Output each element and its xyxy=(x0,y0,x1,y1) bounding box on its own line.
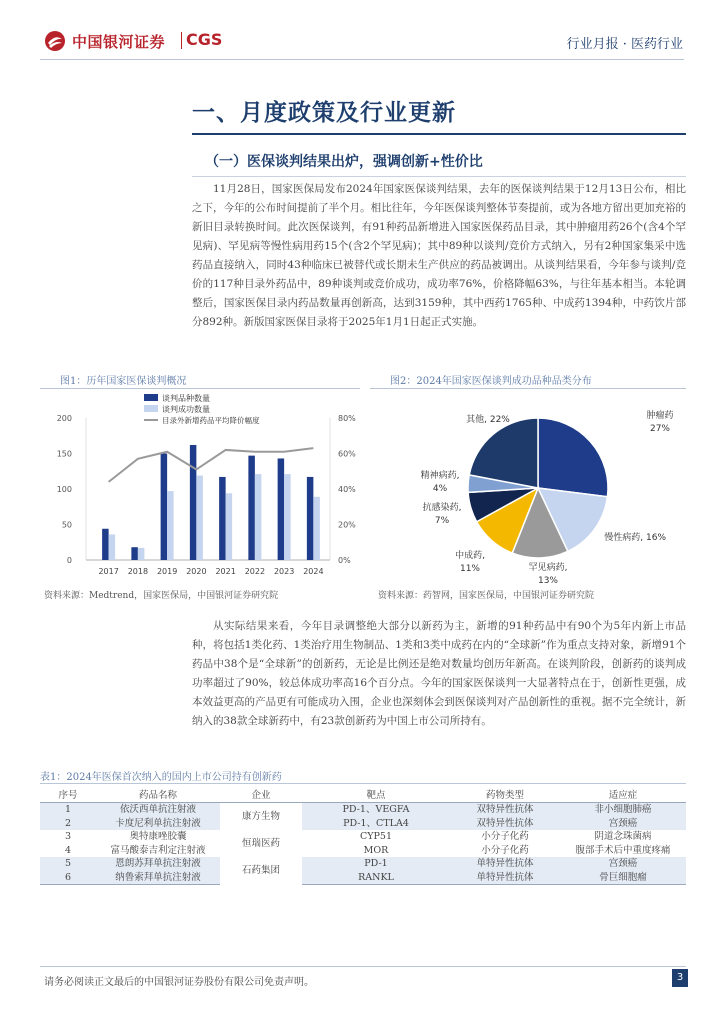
y-tick-label-left: 50 xyxy=(61,520,72,530)
bar-negotiated-2020 xyxy=(190,445,197,560)
cell-drug: 奥特康唑胶囊 xyxy=(129,831,187,842)
subsection-divider xyxy=(192,176,686,177)
table-row xyxy=(40,830,686,844)
header-divider xyxy=(40,59,684,60)
bar-successful-2019 xyxy=(167,491,174,560)
pie-label-value: 11% xyxy=(459,564,481,574)
cell-drug: 富马酸泰吉利定注射液 xyxy=(110,844,206,856)
legend-label-successful: 谈判成功数量 xyxy=(162,405,210,414)
cell-indication: 宫颈癌 xyxy=(560,857,686,871)
y-tick-label-right: 60% xyxy=(338,449,356,459)
cell-type: 双特异性抗体 xyxy=(450,817,560,831)
x-tick-label: 2017 xyxy=(98,567,119,576)
cell-indication: 腹部手术后中重度疼痛 xyxy=(575,844,671,856)
table-row xyxy=(40,844,686,858)
bar-negotiated-2024 xyxy=(307,477,314,560)
section-title: 一、月度政策及行业更新 xyxy=(192,99,456,126)
legend-swatch-negotiated xyxy=(144,394,158,401)
bar-successful-2018 xyxy=(138,548,145,560)
legend-swatch-successful xyxy=(144,405,158,412)
cell-indication: 阴道念珠菌病 xyxy=(594,831,652,842)
cell-index: 2 xyxy=(40,817,96,831)
cell-company: 恒瑞医药 xyxy=(241,837,280,849)
bar-successful-2024 xyxy=(313,497,320,560)
paragraph-1 xyxy=(192,180,686,332)
pie-slice-1 xyxy=(538,418,608,497)
cell-target: CYP51 xyxy=(359,831,393,842)
pie-label-value: 4% xyxy=(432,484,448,494)
cell-target: PD-1 xyxy=(302,857,450,871)
bar-negotiated-2019 xyxy=(161,454,168,561)
cell-type: 双特异性抗体 xyxy=(450,803,560,817)
pie-label: 中成药, xyxy=(455,551,485,561)
pie-label-value: 13% xyxy=(537,576,559,586)
x-tick-label: 2022 xyxy=(244,567,266,576)
cell-indication: 骨巨细胞瘤 xyxy=(560,871,686,885)
cell-type: 小分子化药 xyxy=(481,844,529,856)
cell-company: 石药集团 xyxy=(220,857,302,885)
pie-chart xyxy=(370,392,686,586)
cell-drug: 卡度尼利单抗注射液 xyxy=(96,817,220,831)
x-tick-label: 2024 xyxy=(303,567,324,576)
logo-text: 中国银河证券 xyxy=(72,33,166,51)
pie-label: 其他, 22% xyxy=(466,415,510,425)
pie-label: 罕见病药, xyxy=(528,563,568,573)
pie-slice-7 xyxy=(469,418,538,488)
figure-2-caption: 图2：2024年国家医保谈判成功品种品类分布 xyxy=(370,372,686,389)
pie-label: 抗感染药, xyxy=(422,503,462,513)
y-tick-label-right: 80% xyxy=(338,414,356,423)
legend-label-negotiated: 谈判品种数量 xyxy=(162,394,210,403)
bar-successful-2017 xyxy=(109,534,116,560)
cell-indication: 宫颈癌 xyxy=(560,817,686,831)
pie-label-value: 27% xyxy=(649,424,671,434)
section-title-underline xyxy=(192,133,686,135)
cell-target: PD-1、CTLA4 xyxy=(302,817,450,831)
table-row xyxy=(40,817,686,831)
cell-drug: 恩朗苏拜单抗注射液 xyxy=(96,857,220,871)
cell-company: 康方生物 xyxy=(220,803,302,831)
col-header-target: 靶点 xyxy=(302,786,450,803)
paragraph-2-text: 从实际结果来看，今年目录调整绝大部分以新药为主，新增的91种药品中有90个为5年内新上市品种，将包括1类化药、1类治疗用生物制品、1类和3类中成药在内的“全球新”作为重点支持对象，新增91个药品中38个是“全球新”的创新药，无论是比例还是绝对数量均创历年新高。在谈判阶段，创新药的谈判成功率超过了90%，较总体成功率高16个百分点。今年的国家医保谈判一大显著特点在于，创新性更强，成本效益更高的产品更有可能成功入围，企业也深刻体会到医保谈判对产品创新性的重视。据不完全统计，新纳入的38款全球新药中，有23款创新药为中国上市公司所持有。 xyxy=(192,620,686,727)
y-tick-label-left: 150 xyxy=(56,449,72,459)
bar-successful-2022 xyxy=(255,474,262,560)
cell-index: 3 xyxy=(64,831,72,842)
table-caption: 表1：2024年医保首次纳入的国内上市公司持有创新药 xyxy=(40,772,282,783)
x-tick-label: 2023 xyxy=(273,567,295,576)
pie-label: 精神病药, xyxy=(420,471,460,481)
report-type-label: 行业月报 · 医药行业 xyxy=(566,37,683,52)
y-tick-label-left: 200 xyxy=(56,414,72,423)
table-caption-divider xyxy=(40,783,686,784)
paragraph-2 xyxy=(192,617,686,731)
bar-successful-2021 xyxy=(226,493,233,560)
y-tick-label-right: 0% xyxy=(338,556,351,565)
col-header-index: 序号 xyxy=(40,786,96,803)
legend-label-price-cut: 目录外新增药品平均降价幅度 xyxy=(162,416,260,425)
pie-label: 肿瘤药 xyxy=(646,411,674,421)
figure-2-source: 资料来源：药智网，国家医保局，中国银河证券研究院 xyxy=(378,591,595,601)
x-tick-label: 2019 xyxy=(156,567,178,576)
table-row xyxy=(40,803,686,817)
logo-divider xyxy=(181,32,182,49)
table-row xyxy=(40,871,686,885)
paragraph-1-text: 11月28日，国家医保局发布2024年国家医保谈判结果，去年的医保谈判结果于12月13日公布，相比之下，今年的公布时间提前了半个月。相比往年，今年医保谈判整体节奏提前，或为各地方留出更加充裕的新旧目录转换时间。此次医保谈判，有91种药品新增进入国家医保药品目录，其中肿瘤用药26个(含4个罕见病)、罕见病等慢性病用药15个(含2个罕见病)；其中89种以谈判/竞价方式纳入，另有2种国家集采中选药品直接纳入，同时43种临床已被替代或长期未生产供应的药品被调出。从谈判结果看，今年参与谈判/竞价的117种目录外药品中，89种谈判或竞价成功，成功率76%，价格降幅63%，与往年基本相当。本轮调整后，国家医保目录内药品数量再创新高，达到3159种，其中西药1765种、中成药1394种，中药饮片部分892种。新版国家医保目录将于2025年1月1日起正式实施。 xyxy=(192,183,686,328)
innovative-drugs-table xyxy=(40,786,686,885)
cell-indication: 非小细胞肺癌 xyxy=(560,803,686,817)
col-header-type: 药物类型 xyxy=(450,786,560,803)
bar-negotiated-2021 xyxy=(219,477,226,560)
pie-label-value: 7% xyxy=(434,516,450,526)
pie-label: 慢性病药, 16% xyxy=(604,533,666,543)
bar-negotiated-2022 xyxy=(248,456,255,560)
cell-type: 单特异性抗体 xyxy=(450,871,560,885)
disclaimer-note: 请务必阅读正文最后的中国银河证券股份有限公司免责声明。 xyxy=(44,977,314,988)
bar-successful-2023 xyxy=(284,474,291,560)
table-header-row xyxy=(40,786,686,803)
cell-type: 单特异性抗体 xyxy=(450,857,560,871)
x-tick-label: 2021 xyxy=(215,567,236,576)
x-tick-label: 2020 xyxy=(186,567,207,576)
cell-target: MOR xyxy=(363,844,389,856)
bar-negotiated-2017 xyxy=(102,529,109,560)
cell-type: 小分子化药 xyxy=(481,831,529,842)
cell-index: 4 xyxy=(64,844,72,856)
bar-successful-2020 xyxy=(196,476,203,560)
col-header-company: 企业 xyxy=(220,786,302,803)
col-header-drug: 药品名称 xyxy=(96,786,220,803)
x-tick-label: 2018 xyxy=(127,567,149,576)
cell-index: 1 xyxy=(40,803,96,817)
page-number: 3 xyxy=(672,969,688,987)
cell-index: 6 xyxy=(40,871,96,885)
subsection-title: （一）医保谈判结果出炉，强调创新+性价比 xyxy=(205,154,483,170)
cell-target: RANKL xyxy=(302,871,450,885)
logo-abbrev: CGS xyxy=(186,30,223,49)
y-tick-label-left: 0 xyxy=(66,556,72,565)
cell-index: 5 xyxy=(40,857,96,871)
bar-line-chart xyxy=(40,392,360,586)
cell-drug: 依沃西单抗注射液 xyxy=(96,803,220,817)
cell-drug: 纳鲁索拜单抗注射液 xyxy=(96,871,220,885)
bar-negotiated-2018 xyxy=(131,547,138,560)
y-tick-label-left: 100 xyxy=(56,485,72,494)
table-row xyxy=(40,857,686,871)
col-header-indication: 适应症 xyxy=(560,786,686,803)
bar-negotiated-2023 xyxy=(278,458,285,560)
figure-1-caption: 图1：历年国家医保谈判概况 xyxy=(40,372,360,389)
figure-1-source: 资料来源：Medtrend，国家医保局，中国银河证券研究院 xyxy=(44,591,279,601)
footer-divider xyxy=(40,966,686,967)
y-tick-label-right: 20% xyxy=(338,520,356,530)
cell-target: PD-1、VEGFA xyxy=(302,803,450,817)
logo-icon xyxy=(44,30,66,52)
y-tick-label-right: 40% xyxy=(338,485,356,494)
